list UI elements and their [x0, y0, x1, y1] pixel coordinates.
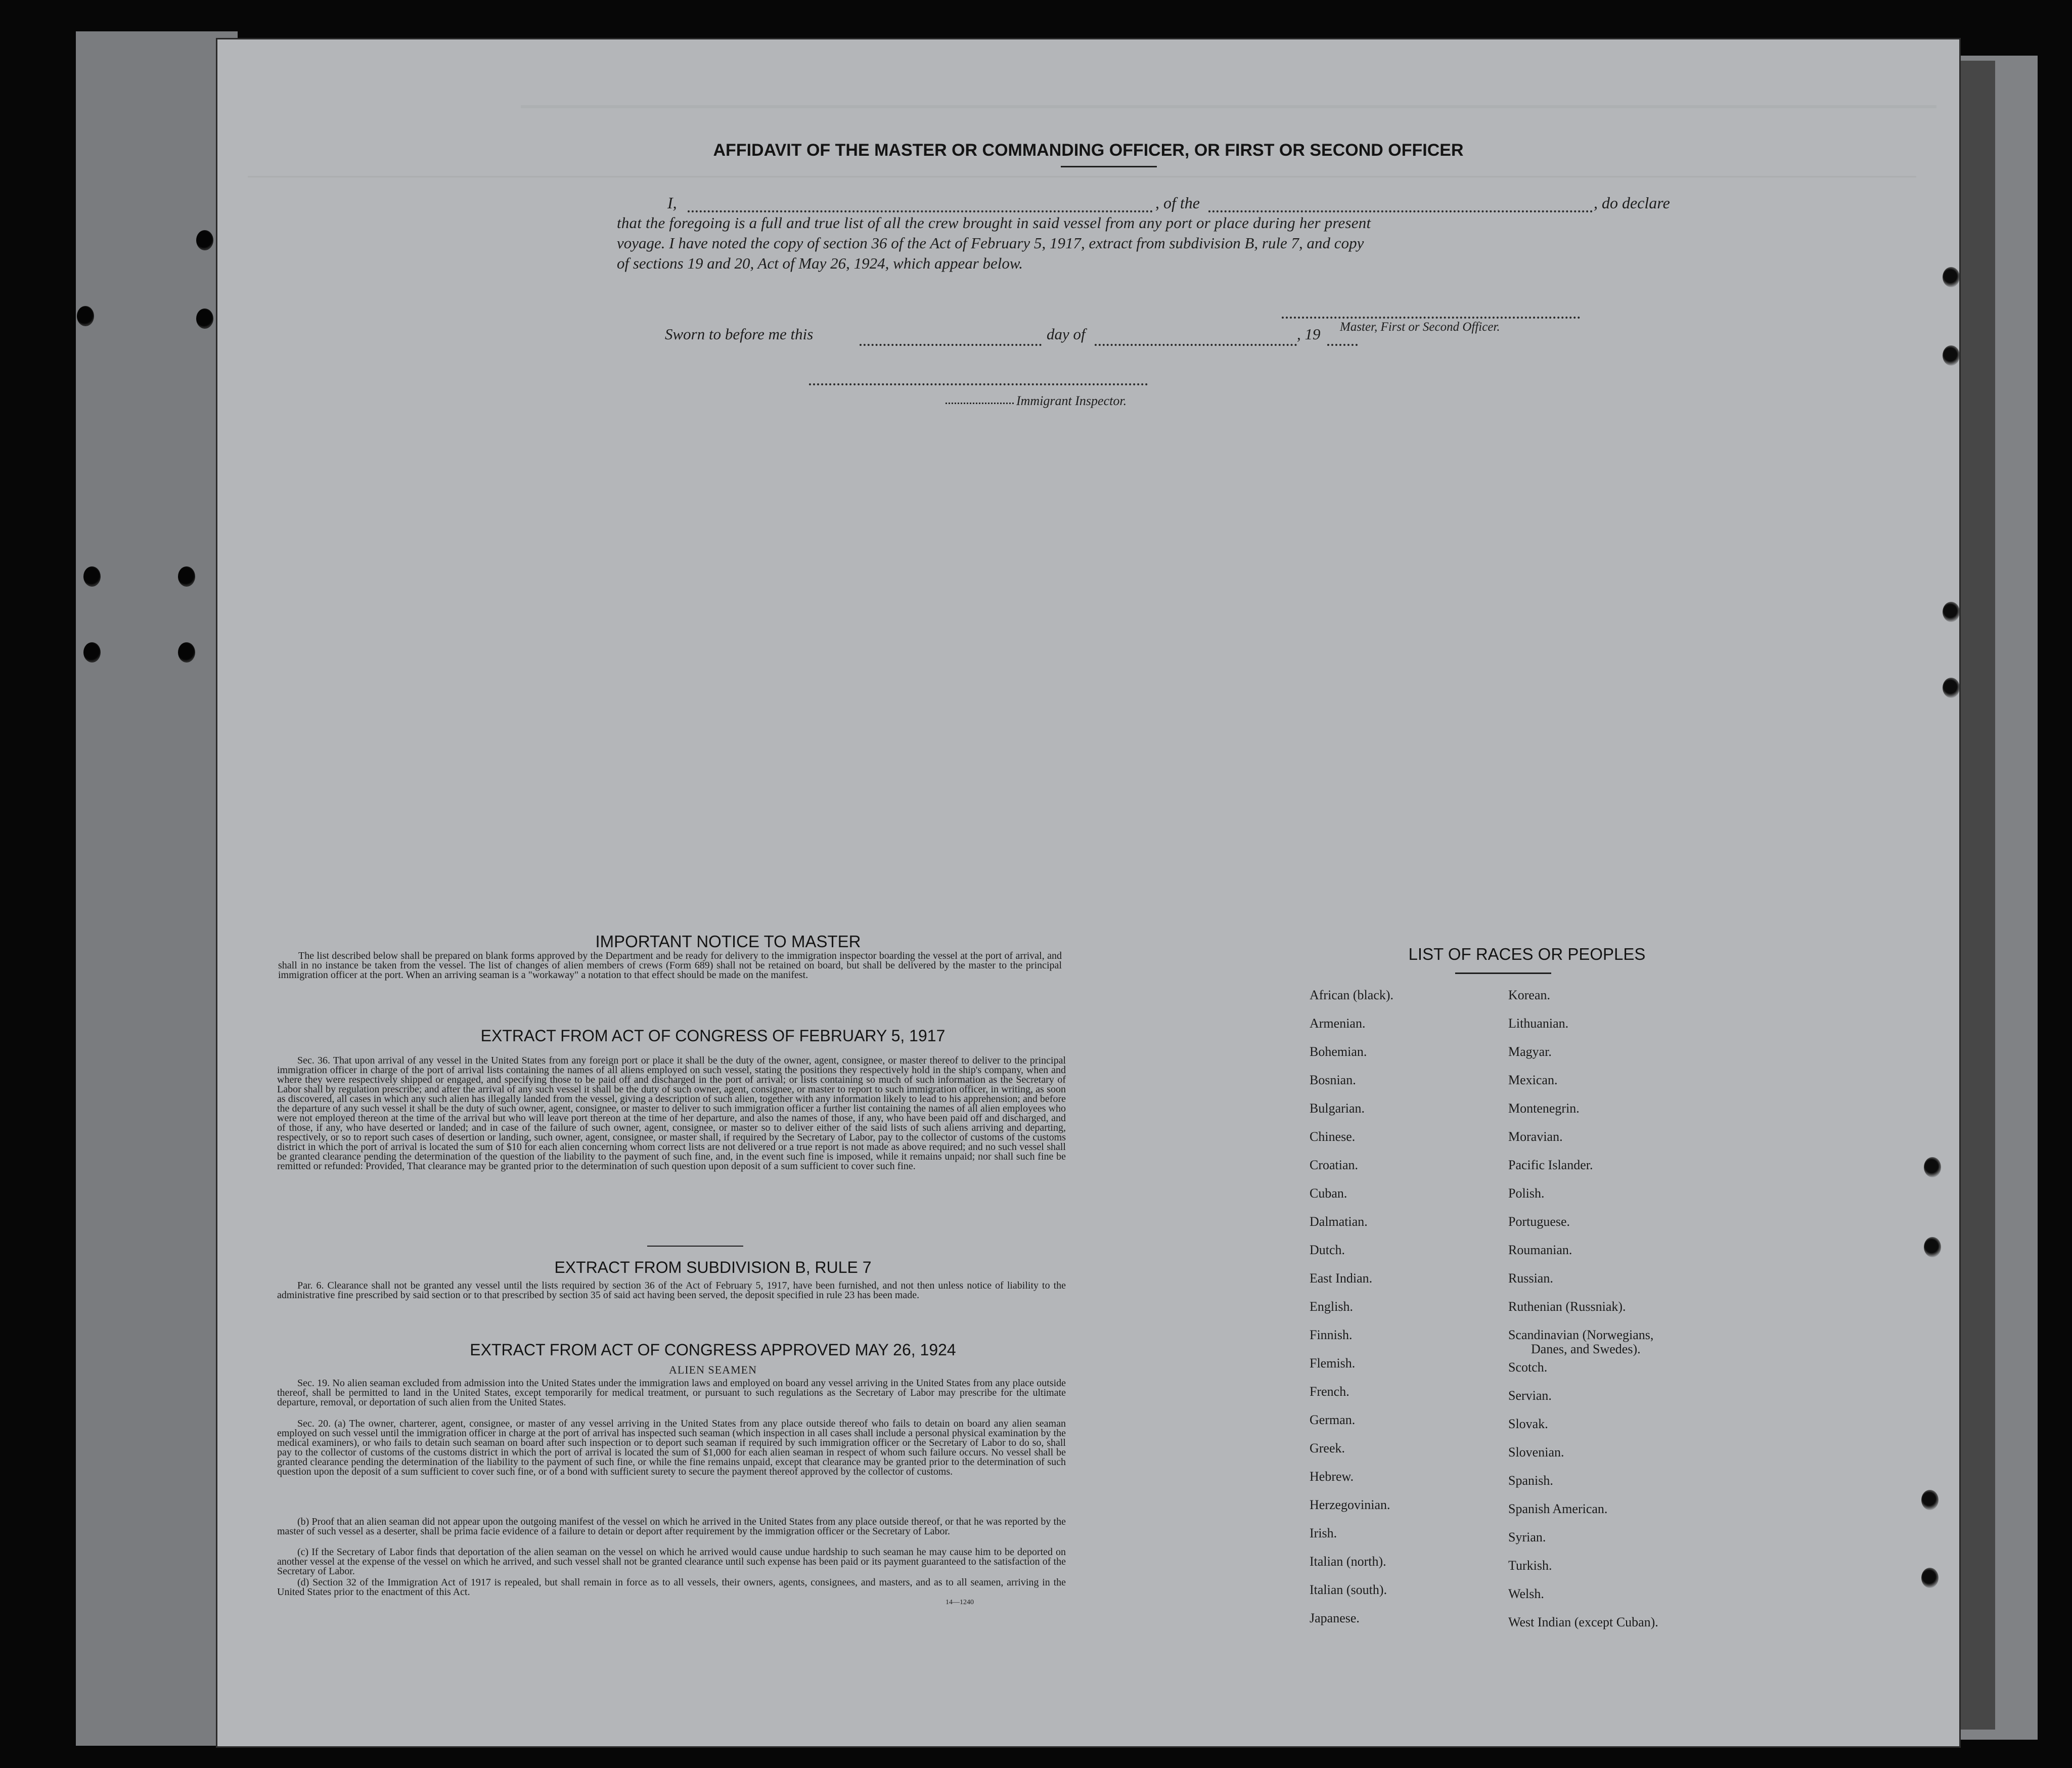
day-of-label: day of	[1047, 325, 1086, 343]
affidavit-line3: voyage. I have noted the copy of section 36 of the Act of February 5, 1917, extract from subdivision B, rule 7, and copy	[617, 234, 1364, 252]
race-item-left: Bulgarian.	[1310, 1101, 1365, 1116]
punch-hole-5	[1924, 1157, 1941, 1177]
race-item-left: Japanese.	[1310, 1611, 1360, 1625]
punch-hole-1	[1943, 267, 1959, 287]
race-item-right: Moravian.	[1508, 1129, 1563, 1144]
section-20c: (c) If the Secretary of Labor finds that deportation of the alien seaman on the vessel on which he arrived would cause undue hardship to such seaman he may cause him to be deported on another vessel at the expense of the vessel on which he arrived, and such vessel shall not be granted clearance until such expense has been paid or its payment guaranteed to the satisfaction of the Secretary of Labor.	[277, 1546, 1066, 1577]
race-item-right: Mexican.	[1508, 1073, 1558, 1087]
race-item-left: Finnish.	[1310, 1328, 1353, 1342]
sworn-day-field[interactable]	[860, 344, 1042, 346]
race-item-right: Portuguese.	[1508, 1214, 1570, 1229]
race-item-right: Korean.	[1508, 988, 1551, 1002]
divider-1	[647, 1246, 743, 1247]
section-20a: Sec. 20. (a) The owner, charterer, agent, consignee, or master of any vessel arriving in the United States from any place outside thereof who fails to detain on board any alien seaman employed on such vessel until the immigration officer in charge at the port of arrival has inspected such seaman (which inspection in all cases shall include a personal physical examination by the medical examiners), or who fails to detain such seaman on board after such inspection or to deport such seaman if required by such immigration officer or the Secretary of Labor to do so, shall pay to the collector of customs of the customs district in which the port of arrival is located the sum of $1,000 for each alien seaman in respect of whom such failure occurs. No vessel shall be granted clearance pending the determination of the liability to the payment of such fine, or while the fine remains unpaid, except that clearance may be granted prior to the determination of such question upon the deposit of a sum sufficient to cover such fine, or of a bond with sufficient surety to secure the payment thereof approved by the collector of customs.	[277, 1418, 1066, 1477]
affidavit-title: AFFIDAVIT OF THE MASTER OR COMMANDING OFFICER, OR FIRST OR SECOND OFFICER	[713, 141, 1464, 160]
bleed-through-line	[248, 176, 1916, 178]
race-item-right: Polish.	[1508, 1186, 1545, 1201]
master-signature-label: Master, First or Second Officer.	[1340, 320, 1500, 334]
document-page	[217, 39, 1959, 1746]
left-binding-hole-5	[83, 642, 101, 662]
race-item-right: Servian.	[1508, 1388, 1552, 1403]
punch-hole-8	[1921, 1568, 1939, 1588]
race-item-left: East Indian.	[1310, 1271, 1373, 1286]
race-item-left: Armenian.	[1310, 1016, 1366, 1031]
form-number: 14—1240	[945, 1599, 974, 1606]
race-item-left: Hebrew.	[1310, 1469, 1354, 1484]
race-item-left: Chinese.	[1310, 1129, 1356, 1144]
race-item-left: Bohemian.	[1310, 1044, 1367, 1059]
left-binding-hole-1	[196, 230, 213, 250]
year-label: , 19	[1297, 325, 1321, 343]
race-item-right: Magyar.	[1508, 1044, 1552, 1059]
race-item-right: Syrian.	[1508, 1530, 1546, 1544]
inspector-prefix-field	[945, 403, 1014, 404]
sworn-label: Sworn to before me this	[665, 325, 814, 343]
left-binding-hole-6	[178, 566, 195, 587]
punch-hole-7	[1921, 1490, 1939, 1510]
race-item-left: Dalmatian.	[1310, 1214, 1368, 1229]
affidavit-line2: that the foregoing is a full and true list of all the crew brought in said vessel from any port or place during her present	[617, 214, 1371, 232]
race-item-right: Slovak.	[1508, 1417, 1548, 1431]
notice-body: The list described below shall be prepared on blank forms approved by the Department and be ready for delivery to the immigration inspector boarding the vessel at the port of arrival, and shall in no instance be taken from the vessel. The list of changes of alien members of crews (Form 689) shall not be retained on board, but shall be delivered by the master to the principal immigration officer at the port. When an arriving seaman is a "workaway" a notation to that effect should be made on the manifest.	[278, 950, 1062, 981]
race-item-left: Flemish.	[1310, 1356, 1356, 1371]
punch-hole-2	[1943, 345, 1959, 366]
left-binding-hole-3	[77, 306, 94, 326]
race-item-right: Welsh.	[1508, 1586, 1544, 1601]
race-item-left: Greek.	[1310, 1441, 1345, 1455]
races-title-rule	[1455, 973, 1551, 974]
punch-hole-4	[1943, 678, 1959, 698]
race-item-left: German.	[1310, 1412, 1356, 1427]
left-binding-hole-7	[178, 642, 195, 662]
race-item-left: Dutch.	[1310, 1243, 1345, 1257]
section-19: Sec. 19. No alien seaman excluded from admission into the United States under the immigration laws and employed on board any vessel arriving in the United States from any place outside thereof, shall be permitted to land in the United States, except temporarily for medical treatment, or pursuant to such regulations as the Secretary of Labor may prescribe for the ultimate departure, removal, or deportation of such alien from the United States.	[277, 1378, 1066, 1408]
race-item-left: French.	[1310, 1384, 1349, 1399]
bleed-through-text	[521, 105, 1936, 139]
race-item-left: Italian (south).	[1310, 1582, 1387, 1597]
race-item-right: West Indian (except Cuban).	[1508, 1615, 1658, 1629]
title-rule	[1061, 166, 1157, 167]
declarant-name-field[interactable]	[688, 210, 1153, 212]
left-binding-hole-4	[83, 566, 101, 587]
race-item-left: African (black).	[1310, 988, 1394, 1002]
page-edge-strip	[1960, 61, 1995, 1730]
race-item-right: Montenegrin.	[1508, 1101, 1580, 1116]
race-item-right: Spanish.	[1508, 1473, 1553, 1488]
extract-1917-title: EXTRACT FROM ACT OF CONGRESS OF FEBRUARY 5, 1917	[480, 1027, 945, 1045]
left-binding-hole-2	[196, 308, 213, 329]
race-item-left: Croatian.	[1310, 1158, 1359, 1172]
race-item-right: Slovenian.	[1508, 1445, 1564, 1460]
race-item-right: Roumanian.	[1508, 1243, 1572, 1257]
race-item-left: Bosnian.	[1310, 1073, 1356, 1087]
race-item-right: Scotch.	[1508, 1360, 1548, 1375]
race-item-left: English.	[1310, 1299, 1353, 1314]
affidavit-line1-i: I,	[667, 194, 677, 212]
race-item-right: Russian.	[1508, 1271, 1553, 1286]
race-item-right: Scandinavian (Norwegians,	[1508, 1328, 1654, 1342]
race-item-right: Lithuanian.	[1508, 1016, 1569, 1031]
master-signature-field[interactable]	[1282, 317, 1580, 319]
race-item-right: Turkish.	[1508, 1558, 1552, 1573]
affidavit-line4: of sections 19 and 20, Act of May 26, 1924, which appear below.	[617, 254, 1023, 272]
alien-seamen-subtitle: ALIEN SEAMEN	[669, 1363, 757, 1376]
punch-hole-3	[1943, 602, 1959, 622]
sworn-year-field[interactable]	[1327, 344, 1358, 346]
races-title: LIST OF RACES OR PEOPLES	[1408, 945, 1646, 963]
race-item-left: Italian (north).	[1310, 1554, 1386, 1569]
extract-1917-body: Sec. 36. That upon arrival of any vessel in the United States from any foreign port or place it shall be the duty of the owner, agent, consignee, or master thereof to deliver to the principal immigration officer in charge of the port of arrival lists containing the names of all aliens employed on such vessel, stating the positions they respectively hold in the ship's company, when and where they were respectively shipped or engaged, and specifying those to be paid off and discharged in the port of arrival; or lists containing so much of such information as the Secretary of Labor shall by regulation prescribe; and after the arrival of any such vessel it shall be the duty of such owner, agent, consignee, or master to report to such immigration officer, in writing, as soon as discovered, all cases in which any such alien has illegally landed from the vessel, giving a description of such alien, together with any information likely to lead to his apprehension; and before the departure of any such vessel it shall be the duty of such owner, agent, consignee, or master to deliver to such immigration officer a further list containing the names of all alien employees who were not employed thereon at the time of the arrival but who will leave port thereon at the time of her departure, and also the names of those, if any, who have been paid off and discharged, and of those, if any, who have deserted or landed; and in case of the failure of such owner, agent, consignee, or master so to deliver either of the said lists of such aliens arriving and departing, respectively, or so to report such cases of desertion or landing, such owner, agent, consignee, or master shall, if required by the Secretary of Labor, pay to the collector of customs of the customs district in which the port of arrival is located the sum of $10 for each alien concerning whom correct lists are not delivered or a true report is not made as above required; and no such vessel shall be granted clearance pending the determination of the question of the liability to the payment of such fine, and, in the event such fine is imposed, while it remains unpaid; nor shall such fine be remitted or refunded: Provided, That clearance may be granted prior to the determination of such question upon deposit of a sum sufficient to cover such fine.	[277, 1055, 1066, 1172]
race-item-right: Ruthenian (Russniak).	[1508, 1299, 1626, 1314]
subdivision-b-title: EXTRACT FROM SUBDIVISION B, RULE 7	[554, 1258, 872, 1276]
notice-title: IMPORTANT NOTICE TO MASTER	[595, 932, 861, 951]
sworn-month-field[interactable]	[1095, 344, 1297, 346]
punch-hole-6	[1924, 1237, 1941, 1257]
race-item-right: Danes, and Swedes).	[1531, 1342, 1641, 1356]
race-item-right: Spanish American.	[1508, 1501, 1608, 1516]
race-item-left: Irish.	[1310, 1526, 1337, 1540]
affidavit-line1-of: , of the	[1155, 194, 1200, 212]
extract-1924-title: EXTRACT FROM ACT OF CONGRESS APPROVED MAY 26, 1924	[470, 1341, 956, 1359]
race-item-left: Cuban.	[1310, 1186, 1347, 1201]
section-20d: (d) Section 32 of the Immigration Act of 1917 is repealed, but shall remain in force as to all vessels, their owners, agents, consignees, and masters, and as to all seamen, arriving in the United States prior to the enactment of this Act.	[277, 1577, 1066, 1598]
affidavit-line1-declare: , do declare	[1594, 194, 1670, 212]
vessel-name-field[interactable]	[1208, 210, 1593, 212]
inspector-signature-field[interactable]	[809, 383, 1148, 385]
underlying-page-left	[76, 31, 238, 1746]
inspector-label: Immigrant Inspector.	[1016, 393, 1127, 408]
subdivision-b-body: Par. 6. Clearance shall not be granted any vessel until the lists required by section 36 of the Act of February 5, 1917, have been furnished, and not then unless notice of liability to the administrative fine prescribed by said section or to that prescribed by section 35 of said act having been served, the deposit specified in rule 23 has been made.	[277, 1280, 1066, 1301]
race-item-left: Herzegovinian.	[1310, 1497, 1390, 1512]
race-item-right: Pacific Islander.	[1508, 1158, 1593, 1172]
section-20b: (b) Proof that an alien seaman did not appear upon the outgoing manifest of the vessel on which he arrived in the United States from any place outside thereof, or that he was reported by the master of such vessel as a deserter, shall be prima facie evidence of a failure to detain or deport after requirement by the immigration officer or the Secretary of Labor.	[277, 1516, 1066, 1537]
